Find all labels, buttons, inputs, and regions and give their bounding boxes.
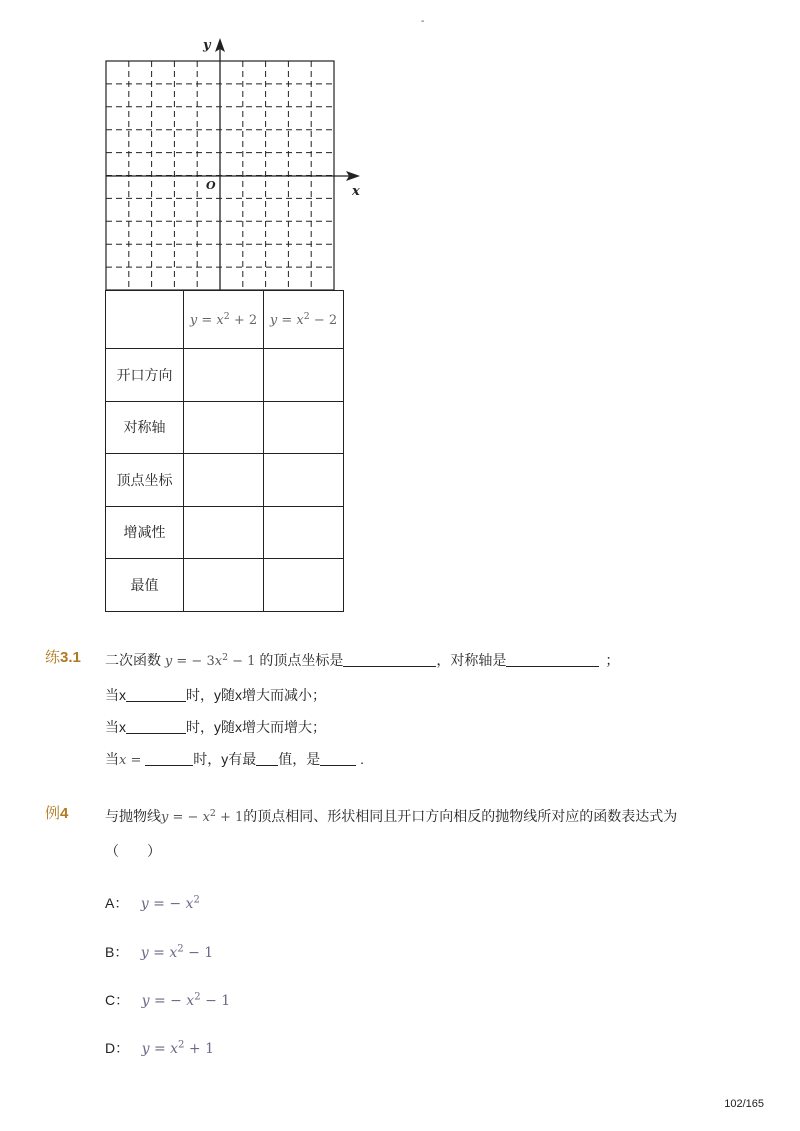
row-label: 增减性: [106, 506, 184, 559]
value-blank[interactable]: [320, 751, 356, 766]
decrease-blank[interactable]: [126, 687, 186, 702]
answer-cell[interactable]: [264, 454, 344, 507]
exercise-line-2: 当x 时，y随x增大而减小；: [105, 687, 326, 703]
exercise-line-4: 当x = 时，y有最 值，是 .: [105, 751, 365, 768]
y-axis-label: y: [203, 38, 211, 53]
row-label: 顶点坐标: [106, 454, 184, 507]
option-formula: y = − $x^2$: [140, 894, 200, 912]
x-axis-label: x: [352, 184, 360, 199]
answer-cell[interactable]: [264, 349, 344, 402]
exercise-line-1: 二次函数 y = − $3x^2 - 1$ 的顶点坐标是 ，对称轴是 ；: [105, 651, 620, 669]
option-formula: $y = x^2 - 1$: [140, 943, 214, 961]
table-row: [106, 454, 344, 507]
page-number: 102/165: [724, 1098, 764, 1110]
option-b[interactable]: B： $y = x^2 - 1$: [105, 943, 214, 961]
row-label: 最值: [106, 559, 184, 612]
table-row: [106, 349, 344, 402]
table-row: [106, 401, 344, 454]
origin-label: O: [206, 179, 216, 192]
answer-cell[interactable]: [184, 559, 264, 612]
table-header-cell: [184, 291, 264, 349]
coordinate-grid: [90, 32, 375, 294]
answer-cell[interactable]: [264, 559, 344, 612]
option-formula: $y = x^2 + 1$: [141, 1039, 214, 1057]
formula: x =: [119, 753, 142, 768]
option-c[interactable]: C： y = − $x^2 - 1$: [105, 991, 231, 1009]
answer-cell[interactable]: [184, 506, 264, 559]
top-mark: -: [421, 16, 425, 27]
answer-cell[interactable]: [184, 349, 264, 402]
exercise-line-3: 当x 时，y随x增大而增大；: [105, 719, 326, 735]
table-corner-cell: [106, 291, 184, 349]
vertex-blank[interactable]: [343, 652, 436, 667]
table-header-row: [106, 291, 344, 349]
answer-cell[interactable]: [184, 454, 264, 507]
x-value-blank[interactable]: [145, 751, 193, 766]
answer-cell[interactable]: [264, 401, 344, 454]
extreme-blank[interactable]: [256, 751, 278, 766]
properties-table: [105, 290, 344, 612]
option-formula: y = − $x^2 - 1$: [141, 991, 231, 1009]
example-question: 与抛物线y = − $x^2 + 1$的顶点相同、形状相同且开口方向相反的抛物线所对应的函数表达式为: [105, 807, 678, 825]
table-header-cell: [264, 291, 344, 349]
answer-cell[interactable]: [184, 401, 264, 454]
exercise-tag: 练3.1: [45, 649, 81, 666]
table-row: [106, 506, 344, 559]
option-a[interactable]: A： y = − $x^2$: [105, 894, 200, 912]
axis-blank[interactable]: [506, 652, 599, 667]
table-row: [106, 559, 344, 612]
header-formula-1: $y = x^2 + 2$: [189, 310, 258, 328]
increase-blank[interactable]: [126, 719, 186, 734]
row-label: 开口方向: [106, 349, 184, 402]
row-label: 对称轴: [106, 401, 184, 454]
answer-paren: （ ）: [105, 843, 161, 859]
formula: y = − $3x^2 - 1$: [164, 651, 256, 669]
example-tag: 例4: [45, 805, 69, 822]
option-d[interactable]: D： $y = x^2 + 1$: [105, 1039, 214, 1057]
answer-cell[interactable]: [264, 506, 344, 559]
header-formula-2: $y = x^2 - 2$: [269, 310, 338, 328]
formula: y = − $x^2 + 1$: [161, 807, 244, 825]
